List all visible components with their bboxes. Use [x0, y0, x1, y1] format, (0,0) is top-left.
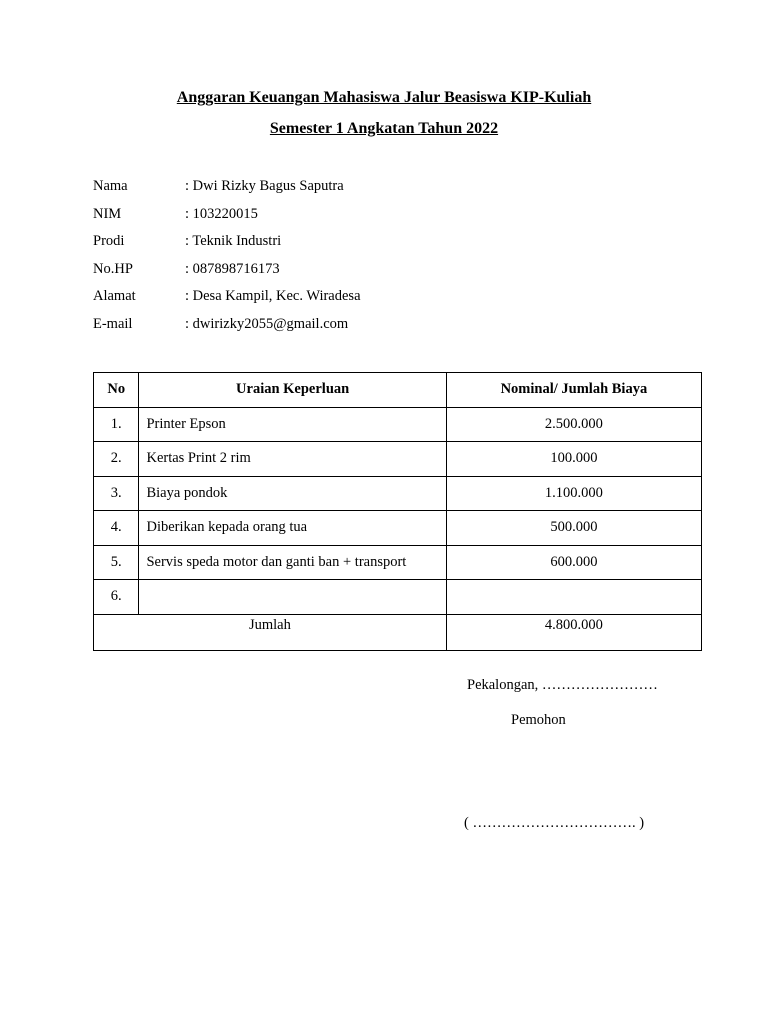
info-label: Alamat	[93, 288, 136, 305]
info-row-alamat	[93, 286, 693, 314]
table-row	[94, 476, 702, 511]
row-description: Servis speda motor dan ganti ban + transport	[139, 545, 446, 580]
info-value: : Desa Kampil, Kec. Wiradesa	[185, 288, 361, 305]
total-value: 4.800.000	[446, 614, 701, 651]
row-nominal: 600.000	[446, 545, 701, 580]
info-value: : Dwi Rizky Bagus Saputra	[185, 178, 344, 194]
document-subtitle: Semester 1 Angkatan Tahun 2022	[269, 120, 499, 137]
row-description	[139, 580, 446, 615]
info-row-nim	[93, 204, 693, 232]
info-value: : 103220015	[185, 205, 258, 222]
table-row	[94, 545, 702, 580]
row-number: 3.	[94, 476, 139, 511]
info-value: : 087898716173	[185, 260, 280, 277]
row-number: 2.	[94, 442, 139, 477]
info-label: NIM	[93, 205, 122, 222]
info-value: : Teknik Industri	[185, 233, 282, 250]
row-description: Kertas Print 2 rim	[139, 442, 446, 477]
row-number: 1.	[94, 407, 139, 442]
info-row-prodi	[93, 231, 693, 259]
header-nominal: Nominal/ Jumlah Biaya	[446, 373, 701, 408]
row-nominal: 500.000	[446, 511, 701, 546]
row-nominal	[446, 580, 701, 615]
student-info	[93, 176, 693, 342]
info-row-email	[93, 314, 693, 342]
row-nominal: 100.000	[446, 442, 701, 477]
row-description: Biaya pondok	[139, 476, 446, 511]
total-label: Jumlah	[94, 614, 447, 651]
row-description: Diberikan kepada orang tua	[139, 511, 446, 546]
info-label: Nama	[93, 178, 128, 194]
row-number: 5.	[94, 545, 139, 580]
table-row	[94, 511, 702, 546]
document-title: Anggaran Keuangan Mahasiswa Jalur Beasiswa KIP-Kuliah	[176, 89, 592, 106]
signature-role: Pemohon	[511, 712, 566, 728]
table-row	[94, 580, 702, 615]
info-label: E-mail	[93, 315, 133, 332]
row-number: 4.	[94, 511, 139, 546]
budget-table	[93, 372, 702, 651]
info-row-nohp	[93, 259, 693, 287]
row-description: Printer Epson	[139, 407, 446, 442]
row-nominal: 2.500.000	[446, 407, 701, 442]
table-header-row	[94, 373, 702, 408]
signature-place-date: Pekalongan, ……………………	[467, 677, 658, 693]
info-row-nama	[93, 176, 693, 204]
info-label: No.HP	[93, 260, 133, 277]
row-nominal: 1.100.000	[446, 476, 701, 511]
row-number: 6.	[94, 580, 139, 615]
table-total-row	[94, 614, 702, 651]
table-row	[94, 407, 702, 442]
header-no: No	[94, 373, 139, 408]
table-row	[94, 442, 702, 477]
signature-name-line: ( ……………………………. )	[464, 815, 645, 831]
info-label: Prodi	[93, 233, 125, 250]
header-description: Uraian Keperluan	[139, 373, 446, 408]
info-value: : dwirizky2055@gmail.com	[185, 315, 349, 332]
